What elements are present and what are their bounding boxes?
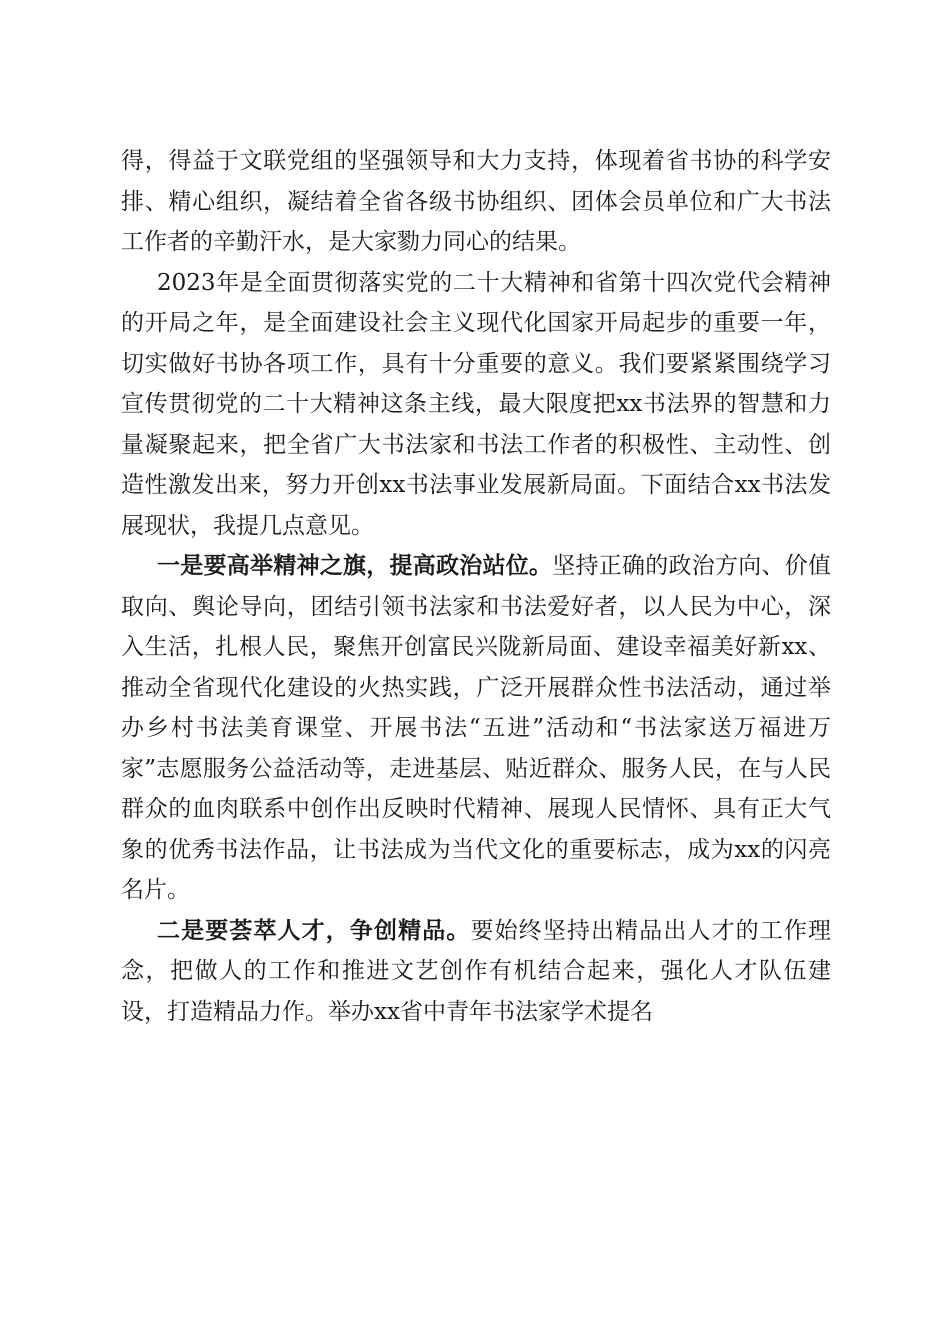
- paragraph-point-two: [121, 911, 831, 1033]
- paragraph-text: 要始终坚持出精品出人才的工作理念，把做人的工作和推进文艺创作有机结合起来，强化人才队伍建设，打造精品力作。举办xx省中青年书法家学术提名: [121, 917, 832, 1025]
- paragraph-2023-outlook: [121, 263, 831, 547]
- paragraph-lead-heading: 一是要高举精神之旗，提高政治站位。: [157, 552, 553, 579]
- paragraph-continuation: [121, 141, 831, 263]
- paragraph-lead-heading: 二是要荟萃人才，争创精品。: [157, 916, 471, 944]
- paragraph-point-one: [121, 546, 831, 911]
- paragraph-text: 得，得益于文联党组的坚强领导和大力支持，体现着省书协的科学安排、精心组织，凝结着全省各级书协组织、团体会员单位和广大书法工作者的辛勤汗水，是大家勠力同心的结果。: [121, 148, 831, 255]
- paragraph-text: 坚持正确的政治方向、价值取向、舆论导向，团结引领书法家和书法爱好者，以人民为中心，深入生活，扎根人民，聚焦开创富民兴陇新局面、建设幸福美好新xx、推动全省现代化建设的火热实践，广泛开展群众性书法活动，通过举办乡村书法美育课堂、开展书法“五进”活动和“书法家送万福进万家”志愿服务公益活动等，走进基层、贴近群众、服务人民，在与人民群众的血肉联系中创作出反映时代精神、展现人民情怀、具有正大气象的优秀书法作品，让书法成为当代文化的重要标志，成为xx的闪亮名片。: [121, 553, 831, 903]
- paragraph-text: 2023年是全面贯彻落实党的二十大精神和省第十四次党代会精神的开局之年，是全面建设社会主义现代化国家开局起步的重要一年，切实做好书协各项工作，具有十分重要的意义。我们要紧紧围绕学习宣传贯彻党的二十大精神这条主线，最大限度把xx书法界的智慧和力量凝聚起来，把全省广大书法家和书法工作者的积极性、主动性、创造性激发出来，努力开创xx书法事业发展新局面。下面结合xx书法发展现状，我提几点意见。: [121, 269, 831, 539]
- document-body: [121, 141, 831, 1032]
